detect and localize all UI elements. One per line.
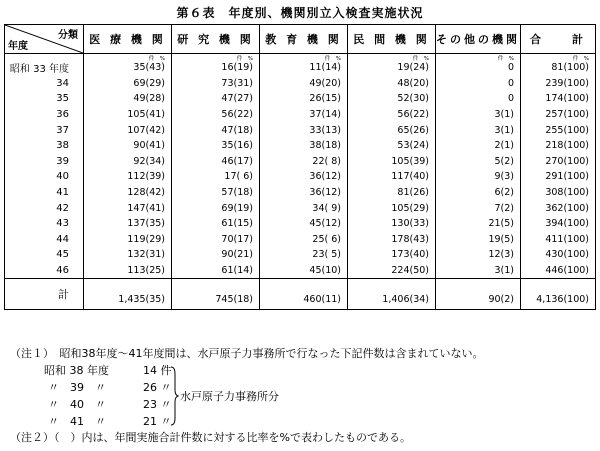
corner-header — [5, 25, 84, 54]
table-row — [5, 91, 596, 107]
table-row — [5, 138, 596, 154]
data-cell: 218(100) — [521, 138, 596, 154]
table-row — [5, 107, 596, 123]
year-cell: 36 — [5, 107, 84, 123]
data-cell: 5(2) — [436, 154, 521, 170]
data-cell: 36(12) — [260, 169, 348, 185]
total-cell: 745(18) — [172, 279, 260, 310]
data-cell: 9(3) — [436, 169, 521, 185]
data-cell: 132(31) — [84, 247, 172, 263]
data-cell: 178(43) — [348, 232, 436, 248]
table-body — [5, 54, 596, 279]
data-cell: 113(25) — [84, 263, 172, 279]
sub-count: 14 件 — [143, 364, 172, 377]
data-cell: 48(20) — [348, 76, 436, 92]
data-cell: 45(10) — [260, 263, 348, 279]
unit-label: 件 % — [148, 56, 165, 62]
data-cell: 430(100) — [521, 247, 596, 263]
column-header: 合 計 — [521, 25, 596, 54]
data-cell: 53(24) — [348, 138, 436, 154]
table-row — [5, 154, 596, 170]
data-cell: 47(27) — [172, 91, 260, 107]
table-row — [5, 122, 596, 138]
data-cell: 308(100) — [521, 185, 596, 201]
data-cell: 255(100) — [521, 122, 596, 138]
data-cell: 105(41) — [84, 107, 172, 123]
data-cell: 38(18) — [260, 138, 348, 154]
data-cell: 130(33) — [348, 216, 436, 232]
table-row — [5, 232, 596, 248]
unit-label: 件 % — [412, 56, 429, 62]
unit-label: 件 % — [497, 56, 514, 62]
year-cell: 42 — [5, 200, 84, 216]
data-cell: 49(28) — [84, 91, 172, 107]
corner-category-label: 分類 — [58, 30, 78, 41]
sub-count: 26 〃 — [143, 381, 172, 394]
unit-label: 件 % — [324, 56, 341, 62]
column-header: その他の機関 — [436, 25, 521, 54]
year-cell: 45 — [5, 247, 84, 263]
total-cell: 90(2) — [436, 279, 521, 310]
data-cell: 362(100) — [521, 200, 596, 216]
data-cell: 56(22) — [172, 107, 260, 123]
table-row — [5, 200, 596, 216]
data-cell: 173(40) — [348, 247, 436, 263]
corner-year-label: 年度 — [8, 41, 28, 52]
data-cell: 37(14) — [260, 107, 348, 123]
data-cell: 23( 5) — [260, 247, 348, 263]
total-row — [5, 279, 596, 310]
table-row — [5, 76, 596, 92]
unit-label: 件 % — [572, 56, 589, 62]
data-cell: 394(100) — [521, 216, 596, 232]
data-cell: 22( 8) — [260, 154, 348, 170]
data-cell: 69(19) — [172, 200, 260, 216]
year-cell: 38 — [5, 138, 84, 154]
unit-label: 件 % — [236, 56, 253, 62]
total-cell: 4,136(100) — [521, 279, 596, 310]
sub-year: 昭和 38 年度 — [44, 364, 109, 377]
data-cell: 270(100) — [521, 154, 596, 170]
table-row — [5, 247, 596, 263]
year-cell: 44 — [5, 232, 84, 248]
cell-value: 11(14) — [309, 62, 341, 74]
cell-value: 35(43) — [133, 62, 165, 74]
data-cell: 7(2) — [436, 200, 521, 216]
data-cell: 34( 9) — [260, 200, 348, 216]
data-cell: 6(2) — [436, 185, 521, 201]
total-cell: 1,406(34) — [348, 279, 436, 310]
cell-value: 0 — [507, 62, 514, 74]
year-cell: 35 — [5, 91, 84, 107]
data-cell: 117(40) — [348, 169, 436, 185]
data-cell — [521, 54, 596, 76]
data-cell: 45(12) — [260, 216, 348, 232]
total-cell: 460(11) — [260, 279, 348, 310]
data-cell: 119(29) — [84, 232, 172, 248]
data-cell: 52(30) — [348, 91, 436, 107]
data-cell: 19(5) — [436, 232, 521, 248]
year-cell: 34 — [5, 76, 84, 92]
year-cell: 41 — [5, 185, 84, 201]
data-cell: 47(18) — [172, 122, 260, 138]
total-label: 計 — [5, 279, 84, 310]
data-cell: 105(29) — [348, 200, 436, 216]
sub-label: 水戸原子力事務所分 — [180, 390, 279, 403]
data-cell: 3(1) — [436, 122, 521, 138]
note-2: （注２）（ ）内は、年間実施合計件数に対する比率を%で表わしたものである。 — [10, 431, 411, 444]
sub-year: 〃 40 〃 — [48, 398, 106, 411]
data-cell: 2(1) — [436, 138, 521, 154]
data-cell: 411(100) — [521, 232, 596, 248]
table-row — [5, 216, 596, 232]
data-cell: 105(39) — [348, 154, 436, 170]
data-cell: 0 — [436, 91, 521, 107]
data-cell: 446(100) — [521, 263, 596, 279]
data-cell: 61(15) — [172, 216, 260, 232]
brace-icon — [169, 366, 179, 426]
data-cell: 90(41) — [84, 138, 172, 154]
table-row — [5, 263, 596, 279]
data-cell — [84, 54, 172, 76]
data-cell: 36(12) — [260, 185, 348, 201]
data-cell: 61(14) — [172, 263, 260, 279]
data-cell: 107(42) — [84, 122, 172, 138]
column-header: 民 間 機 関 — [348, 25, 436, 54]
data-cell — [260, 54, 348, 76]
data-cell: 224(50) — [348, 263, 436, 279]
year-cell: 43 — [5, 216, 84, 232]
sub-year: 〃 41 〃 — [48, 415, 106, 428]
year-cell: 37 — [5, 122, 84, 138]
data-cell: 81(26) — [348, 185, 436, 201]
data-cell: 25( 6) — [260, 232, 348, 248]
total-cell: 1,435(35) — [84, 279, 172, 310]
note-1: （注１） 昭和38年度～41年度間は、水戸原子力事務所で行なった下記件数は含まれていない。 — [10, 347, 484, 360]
data-cell: 137(35) — [84, 216, 172, 232]
data-cell — [436, 54, 521, 76]
data-cell: 291(100) — [521, 169, 596, 185]
year-cell: 40 — [5, 169, 84, 185]
cell-value: 19(24) — [397, 62, 429, 74]
cell-value: 81(100) — [551, 62, 589, 74]
data-cell: 46(17) — [172, 154, 260, 170]
column-header: 医 療 機 関 — [84, 25, 172, 54]
data-cell: 90(21) — [172, 247, 260, 263]
data-cell: 35(16) — [172, 138, 260, 154]
data-cell: 49(20) — [260, 76, 348, 92]
data-cell: 128(42) — [84, 185, 172, 201]
data-cell: 57(18) — [172, 185, 260, 201]
header-row — [5, 25, 596, 54]
data-cell: 112(39) — [84, 169, 172, 185]
year-cell: 46 — [5, 263, 84, 279]
data-cell — [348, 54, 436, 76]
data-cell: 92(34) — [84, 154, 172, 170]
data-cell: 17( 6) — [172, 169, 260, 185]
data-cell: 3(1) — [436, 107, 521, 123]
sub-count: 21 〃 — [143, 415, 172, 428]
data-cell: 65(26) — [348, 122, 436, 138]
data-cell: 69(29) — [84, 76, 172, 92]
table-row — [5, 185, 596, 201]
data-cell: 21(5) — [436, 216, 521, 232]
table-title: 第６表 年度別、機関別立入検査実施状況 — [176, 6, 424, 20]
table-row — [5, 54, 596, 76]
data-cell: 3(1) — [436, 263, 521, 279]
data-cell: 147(41) — [84, 200, 172, 216]
data-cell — [172, 54, 260, 76]
data-cell: 0 — [436, 76, 521, 92]
year-cell: 昭和 33 年度 — [5, 54, 84, 76]
data-cell: 33(13) — [260, 122, 348, 138]
sub-count: 23 〃 — [143, 398, 172, 411]
column-header: 教 育 機 関 — [260, 25, 348, 54]
data-cell: 73(31) — [172, 76, 260, 92]
year-cell: 39 — [5, 154, 84, 170]
data-cell: 26(15) — [260, 91, 348, 107]
inspection-table — [4, 24, 596, 310]
data-cell: 56(22) — [348, 107, 436, 123]
table-row — [5, 169, 596, 185]
data-cell: 70(17) — [172, 232, 260, 248]
data-cell: 174(100) — [521, 91, 596, 107]
data-cell: 12(3) — [436, 247, 521, 263]
data-cell: 257(100) — [521, 107, 596, 123]
cell-value: 16(19) — [221, 62, 253, 74]
sub-year: 〃 39 〃 — [48, 381, 106, 394]
data-cell: 239(100) — [521, 76, 596, 92]
column-header: 研 究 機 関 — [172, 25, 260, 54]
